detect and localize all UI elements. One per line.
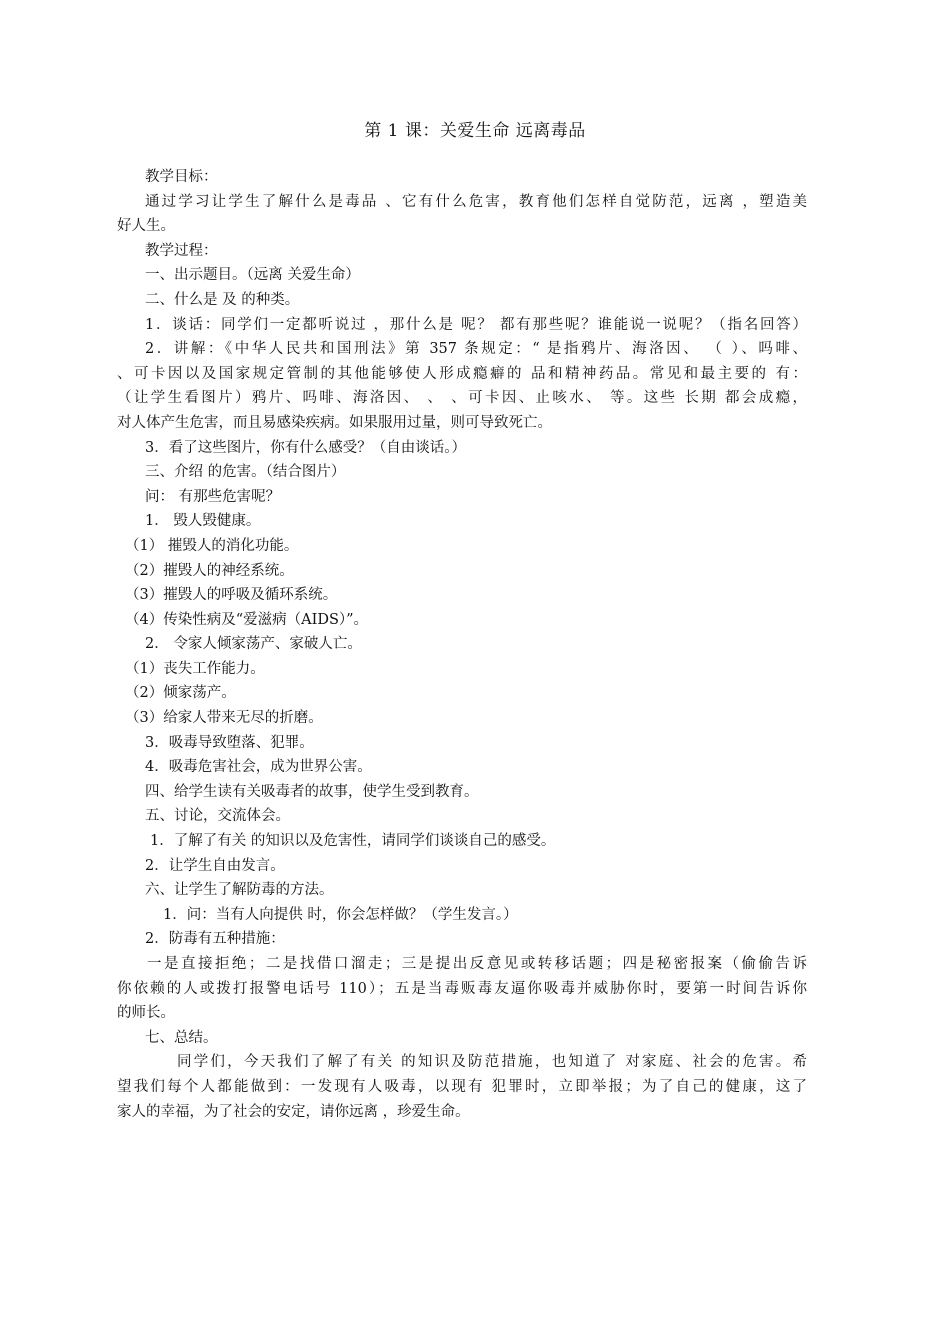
list-item: 1．了解了有关 的知识以及危害性，请同学们谈谈自己的感受。 xyxy=(150,833,556,850)
list-item: 2． 令家人倾家荡产、家破人亡。 xyxy=(145,636,362,653)
list-item: 1． 毁人毁健康。 xyxy=(145,513,261,530)
paragraph-line: 你依赖的人或拨打报警电话号 110）；五是当毒贩毒友逼你吸毒并威胁你时，要第一时间告诉你 xyxy=(117,980,807,997)
list-item: （4）传染性病及“爱滋病（AIDS）”。 xyxy=(125,611,369,628)
paragraph-line: 家人的幸福，为了社会的安定，请你远离 ，珍爱生命。 xyxy=(117,1103,470,1120)
step-heading: 五、讨论，交流体会。 xyxy=(145,808,290,825)
paragraph-line: 1．谈话：同学们一定都听说过 ，那什么是 呢？ 都有那些呢？谁能说一说呢？（指名回答） xyxy=(145,316,807,333)
paragraph-line: 2．讲解：《中华人民共和国刑法》第 357 条规定：“ 是指鸦片、海洛因、 （ ）、吗啡、 xyxy=(145,341,807,358)
paragraph-line: 好人生。 xyxy=(117,218,175,235)
paragraph-line: （让学生看图片）鸦片、吗啡、海洛因、 、 、可卡因、止咳水、 等。这些 长期 都会成瘾， xyxy=(117,390,807,407)
list-item: （1）丧失工作能力。 xyxy=(125,660,265,677)
list-item: 1．问：当有人向提供 时，你会怎样做？（学生发言。） xyxy=(163,906,518,923)
step-heading: 二、什么是 及 的种类。 xyxy=(145,291,300,308)
document-body xyxy=(117,165,807,1124)
paragraph-line: 望我们每个人都能做到：一发现有人吸毒，以现有 犯罪时，立即举报；为了自己的健康，这了 xyxy=(117,1078,807,1095)
list-item: 4．吸毒危害社会，成为世界公害。 xyxy=(145,759,372,776)
step-heading: 四、给学生读有关吸毒者的故事，使学生受到教育。 xyxy=(145,783,479,800)
paragraph-line: 的师长。 xyxy=(117,1005,175,1022)
paragraph-line: 问： 有那些危害呢？ xyxy=(145,488,281,505)
paragraph-line: 、可卡因以及国家规定管制的其他能够使人形成瘾癖的 品和精神药品。常见和最主要的 有： xyxy=(117,365,807,382)
step-heading: 三、介绍 的危害。（结合图片） xyxy=(145,464,346,481)
list-item: （2）倾家荡产。 xyxy=(125,685,236,702)
list-item: （3）给家人带来无尽的折磨。 xyxy=(125,710,323,727)
paragraph-line: 对人体产生危害，而且易感染疾病。如果服用过量，则可导致死亡。 xyxy=(117,414,552,431)
list-item: 3．吸毒导致堕落、犯罪。 xyxy=(145,734,314,751)
list-item: 2．让学生自由发言。 xyxy=(145,857,285,874)
paragraph-line: 一是直接拒绝；二是找借口溜走；三是提出反意见或转移话题；四是秘密报案（偷偷告诉 xyxy=(147,956,807,972)
step-heading: 一、出示题目。（远离 关爱生命） xyxy=(145,267,360,284)
list-item: （1） 摧毁人的消化功能。 xyxy=(125,537,299,554)
paragraph-line: 3．看了这些图片，你有什么感受？（自由谈话。） xyxy=(145,439,466,456)
paragraph-line: 通过学习让学生了解什么是毒品 、它有什么危害，教育他们怎样自觉防范，远离 ，塑造美 xyxy=(145,193,807,210)
list-item: （3）摧毁人的呼吸及循环系统。 xyxy=(125,587,338,604)
list-item: 2．防毒有五种措施： xyxy=(145,931,285,948)
document-title: 第 1 课：关爱生命 远离毒品 xyxy=(364,121,586,141)
section-heading: 教学过程： xyxy=(145,242,218,259)
section-heading: 教学目标： xyxy=(145,169,218,185)
paragraph-line: 同学们，今天我们了解了有关 的知识及防范措施，也知道了 对家庭、社会的危害。希 xyxy=(177,1054,807,1071)
list-item: （2）摧毁人的神经系统。 xyxy=(125,562,294,579)
step-heading: 七、总结。 xyxy=(145,1029,218,1046)
step-heading: 六、让学生了解防毒的方法。 xyxy=(145,882,334,899)
